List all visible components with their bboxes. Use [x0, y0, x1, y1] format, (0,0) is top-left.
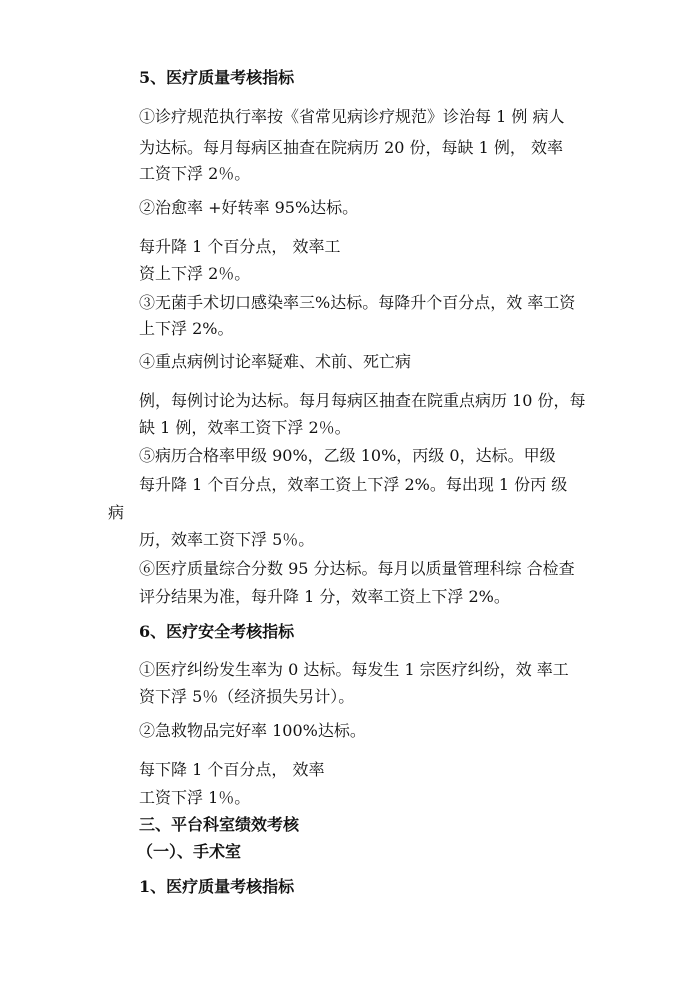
subsection-heading: （一）、手术室 [137, 842, 242, 861]
text-line: 工资下浮 2％。 [139, 164, 251, 183]
chapter-heading: 三、平台科室绩效考核 [139, 815, 300, 834]
text-line: 缺 1 例，效率工资下浮 2％。 [139, 418, 351, 437]
text-line: 每升降 1 个百分点， 效率工 [139, 237, 341, 256]
text-line: 历，效率工资下浮 5％。 [139, 530, 315, 549]
text-line: ③无菌手术切口感染率三%达标。每降升个百分点，效 率工资 [139, 293, 576, 312]
text-line: 为达标。每月每病区抽查在院病历 20 份，每缺 1 例， 效率 [139, 138, 563, 157]
text-line: 评分结果为准，每升降 1 分，效率工资上下浮 2%。 [139, 587, 510, 606]
text-line: 工资下浮 1％。 [139, 788, 251, 807]
text-line: ①医疗纠纷发生率为 0 达标。每发生 1 宗医疗纠纷，效 率工 [139, 660, 569, 679]
text-line: ①诊疗规范执行率按《省常见病诊疗规范》诊治每 1 例 病人 [139, 107, 565, 126]
text-line: 每升降 1 个百分点，效率工资上下浮 2%。每出现 1 份丙 级 [139, 475, 568, 494]
text-line: ⑥医疗质量综合分数 95 分达标。每月以质量管理科综 合检查 [139, 559, 575, 578]
text-line: ②治愈率 +好转率 95%达标。 [139, 198, 359, 217]
text-line: 资上下浮 2％。 [139, 264, 251, 283]
section-heading: 1、医疗质量考核指标 [139, 877, 295, 896]
text-line: ④重点病例讨论率疑难、术前、死亡病 [139, 352, 412, 371]
text-line: ⑤病历合格率甲级 90%，乙级 10%，丙级 0，达标。甲级 [139, 446, 556, 465]
text-line: 每下降 1 个百分点， 效率 [139, 760, 325, 779]
section-heading: 5、医疗质量考核指标 [139, 68, 295, 87]
text-line: 上下浮 2%。 [139, 319, 234, 338]
text-line: 例，每例讨论为达标。每月每病区抽查在院重点病历 10 份，每 [139, 391, 586, 410]
text-line: 资下浮 5％（经济损失另计）。 [139, 687, 355, 706]
section-heading: 6、医疗安全考核指标 [139, 622, 295, 641]
text-line: 病 [108, 503, 125, 522]
text-line: ②急救物品完好率 100%达标。 [139, 721, 366, 740]
